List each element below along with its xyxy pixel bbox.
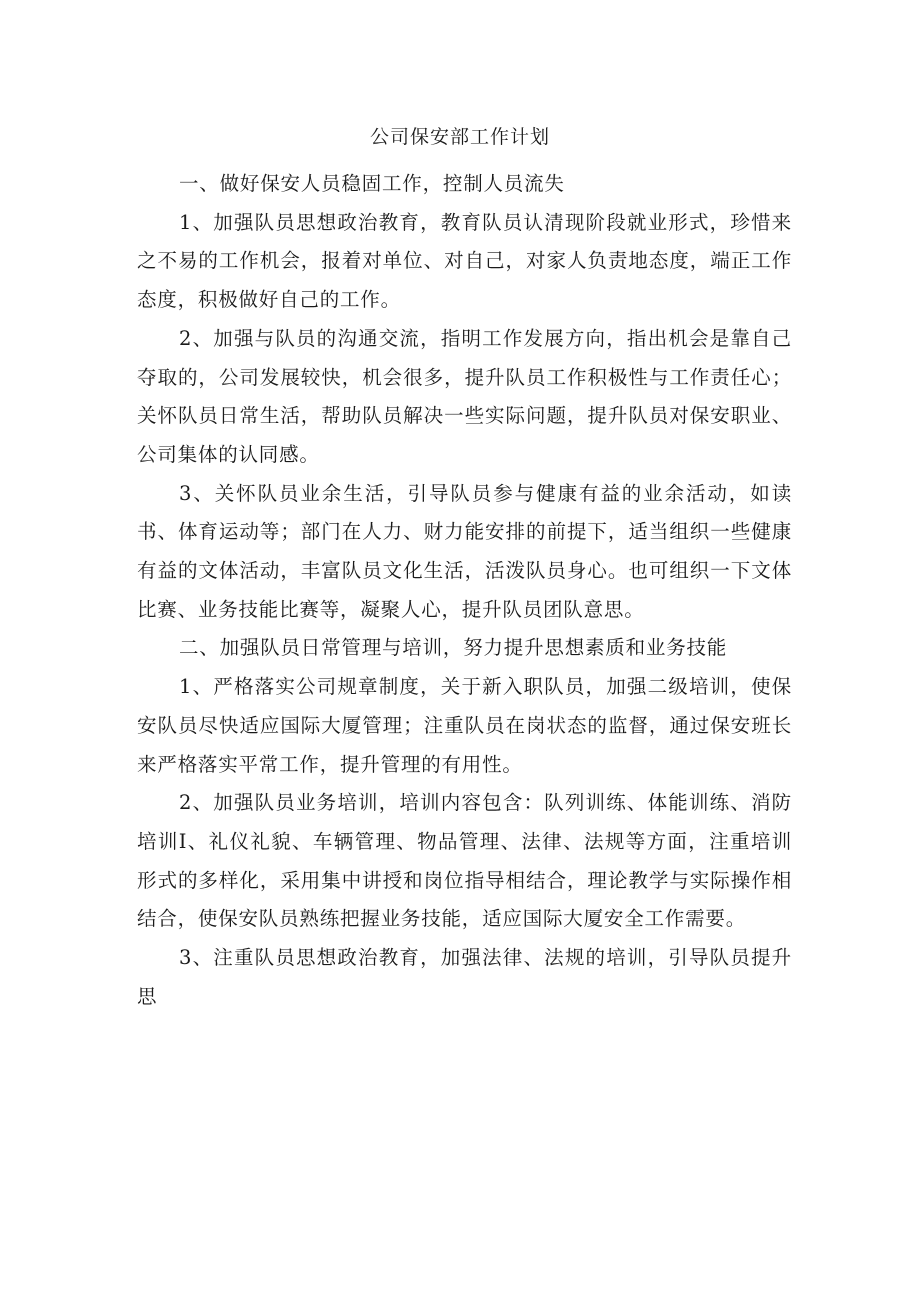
document-title: 公司保安部工作计划 (369, 126, 550, 148)
section-heading: 一、做好保安人员稳固工作，控制人员流失 (179, 172, 565, 195)
paragraph: 2、加强队员业务培训，培训内容包含：队列训练、体能训练、消防培训I、礼仪礼貌、车辆管理、物品管理、法律、法规等方面，注重培训形式的多样化，采用集中讲授和岗位指导相结合，理论教学与实际操作相结合，使保安队员熟练把握业务技能，适应国际大厦安全工作需要。 (137, 791, 792, 931)
paragraph: 1、严格落实公司规章制度，关于新入职队员，加强二级培训，使保安队员尽快适应国际大厦管理；注重队员在岗状态的监督，通过保安班长来严格落实平常工作，提升管理的有用性。 (137, 675, 792, 776)
section-heading: 二、加强队员日常管理与培训，努力提升思想素质和业务技能 (179, 636, 728, 660)
document-body (137, 165, 792, 1016)
paragraph: 3、注重队员思想政治教育，加强法律、法规的培训，引导队员提升思 (137, 946, 792, 1008)
paragraph: 2、加强与队员的沟通交流，指明工作发展方向，指出机会是靠自己夺取的，公司发展较快，机会很多，提升队员工作积极性与工作责任心；关怀队员日常生活，帮助队员解决一些实际问题，提升队员对保安职业、公司集体的认同感。 (137, 326, 792, 466)
paragraph: 3、关怀队员业余生活，引导队员参与健康有益的业余活动，如读书、体育运动等；部门在人力、财力能安排的前提下，适当组织一些健康有益的文体活动，丰富队员文化生活，活泼队员身心。也可组织一下文体比赛、业务技能比赛等，凝聚人心，提升队员团队意思。 (137, 481, 792, 621)
paragraph: 1、加强队员思想政治教育，教育队员认清现阶段就业形式，珍惜来之不易的工作机会，报着对单位、对自己，对家人负责地态度，端正工作态度，积极做好自己的工作。 (137, 210, 792, 312)
